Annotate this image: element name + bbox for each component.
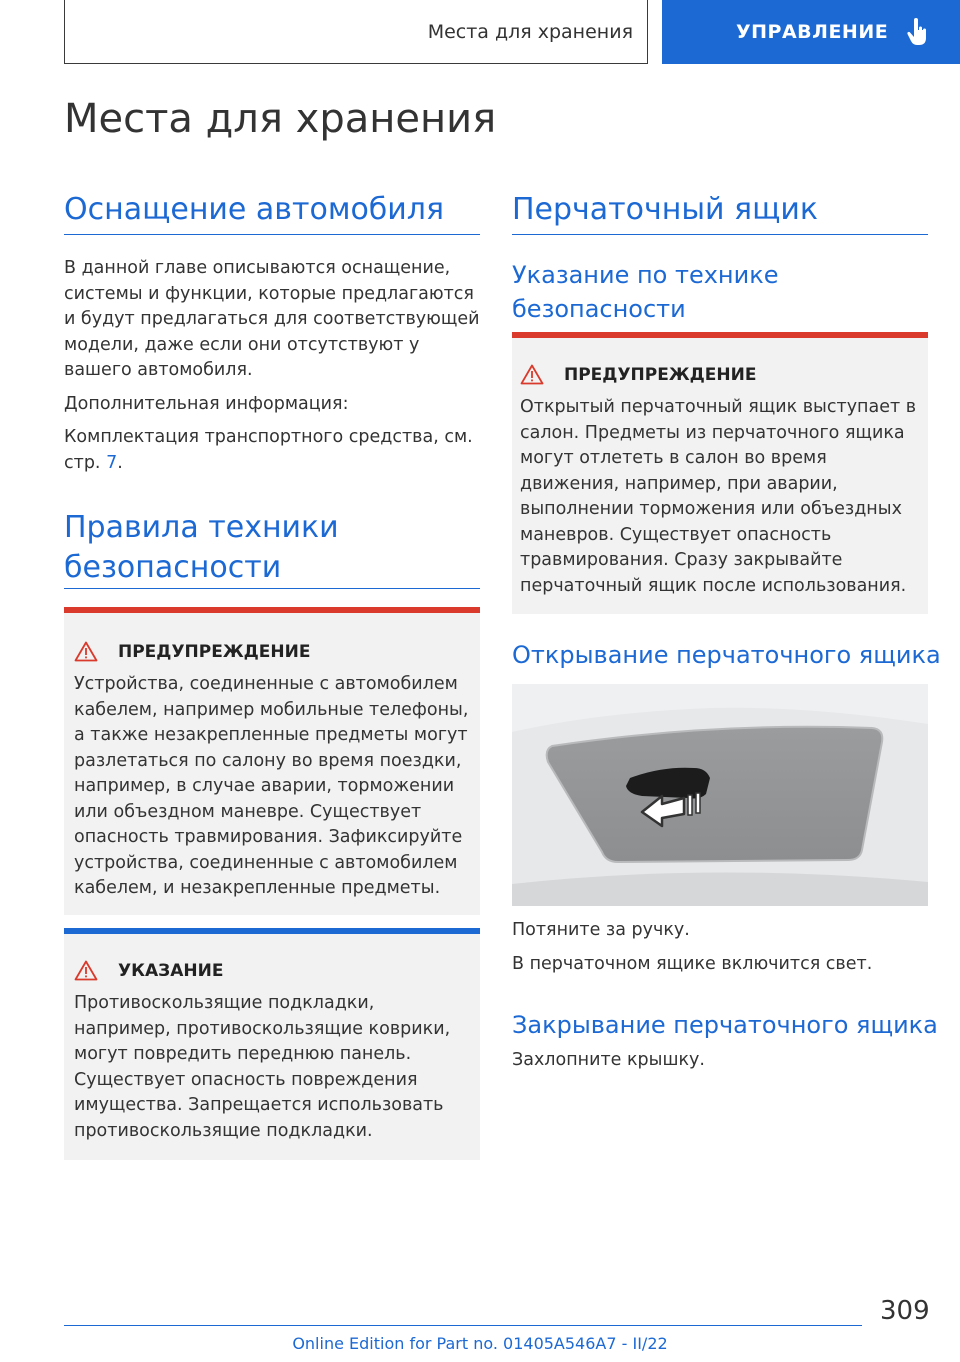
left-warning-header bbox=[74, 641, 470, 662]
equipment-ref-end: . bbox=[117, 452, 123, 473]
glovebox-heading: Перчаточный ящик bbox=[512, 192, 818, 227]
left-notice-box bbox=[64, 928, 480, 1160]
page-reference-link[interactable]: 7 bbox=[106, 452, 118, 473]
glovebox-photo bbox=[512, 684, 928, 906]
equipment-ref-text: Комплектация транспортного средства, см. стр. bbox=[64, 427, 473, 473]
safety-heading-rule bbox=[64, 588, 480, 589]
safety-heading-line-2: безопасности bbox=[64, 550, 282, 585]
warning-triangle-icon bbox=[520, 364, 544, 385]
equipment-heading-rule bbox=[64, 234, 480, 235]
page-number: 309 bbox=[880, 1296, 930, 1326]
glovebox-illustration bbox=[512, 684, 928, 906]
equipment-paragraph-1: В данной главе описываются оснащение, системы и функции, которые предлагаются и будут предлагаться для соответствующей модели, даже если они отсутствуют у вашего автомобиля. bbox=[64, 258, 480, 380]
safety-heading-line-1: Правила техники bbox=[64, 510, 339, 545]
left-notice-text: Противоскользящие подкладки, например, противоскользящие коврики, могут повредить переднюю панель. Существует опасность повреждения имущества. Запрещается использовать противоскользящие подкладки. bbox=[74, 993, 451, 1141]
right-warning-box bbox=[512, 332, 928, 614]
left-notice-header bbox=[74, 960, 470, 981]
right-warning-header bbox=[520, 364, 920, 385]
left-warning-text: Устройства, соединенные с автомобилем кабелем, например мобильные телефоны, а также незакрепленные предметы могут разлетаться по салону во время поездки, например, в случае аварии, торможении или объездном маневре. Существует опасность травмирования. Зафиксируйте устройства, соединенные с автомобилем кабелем, и незакрепленные предметы. bbox=[74, 674, 469, 898]
close-step-1: Захлопните крышку. bbox=[512, 1050, 705, 1070]
page-title: Места для хранения bbox=[64, 96, 497, 142]
glovebox-safety-heading bbox=[512, 258, 778, 326]
open-step-2: В перчаточном ящике включится свет. bbox=[512, 954, 873, 974]
chapter-tab-label: УПРАВЛЕНИЕ bbox=[736, 21, 889, 43]
equipment-heading: Оснащение автомобиля bbox=[64, 192, 445, 227]
left-warning-label: ПРЕДУПРЕЖДЕНИЕ bbox=[118, 641, 311, 662]
glovebox-safety-heading-line-1: Указание по технике bbox=[512, 261, 779, 289]
header-section-title: Места для хранения bbox=[427, 20, 633, 43]
close-glovebox-heading: Закрывание перчаточного ящика bbox=[512, 1011, 938, 1039]
footer-edition-text: Online Edition for Part no. 01405A546A7 - II/22 bbox=[292, 1334, 668, 1353]
footer-rule bbox=[64, 1325, 862, 1326]
equipment-text-block bbox=[64, 256, 482, 476]
glovebox-safety-heading-line-2: безопасности bbox=[512, 295, 686, 323]
left-notice-label: УКАЗАНИЕ bbox=[118, 960, 224, 981]
right-warning-label: ПРЕДУПРЕЖДЕНИЕ bbox=[564, 364, 757, 385]
equipment-paragraph-2: Дополнительная информация: bbox=[64, 393, 349, 414]
right-warning-text: Открытый перчаточный ящик выступает в салон. Предметы из перчаточного ящика могут отлететь в салон во время движения, например, при аварии, выполнении торможения или объездных маневров. Существует опасность травмирования. Сразу закрывайте перчаточный ящик после использования. bbox=[520, 397, 917, 596]
equipment-paragraph-3 bbox=[64, 425, 482, 476]
safety-heading bbox=[64, 508, 339, 588]
glovebox-lid bbox=[547, 727, 883, 862]
hand-pointer-icon bbox=[906, 18, 928, 46]
left-warning-box bbox=[64, 607, 480, 915]
chapter-tab[interactable] bbox=[662, 0, 960, 64]
warning-triangle-icon bbox=[74, 960, 98, 981]
header-section-box bbox=[64, 0, 648, 64]
glovebox-heading-rule bbox=[512, 234, 928, 235]
warning-triangle-icon bbox=[74, 641, 98, 662]
open-step-1: Потяните за ручку. bbox=[512, 920, 690, 940]
open-glovebox-heading: Открывание перчаточного ящика bbox=[512, 641, 941, 669]
